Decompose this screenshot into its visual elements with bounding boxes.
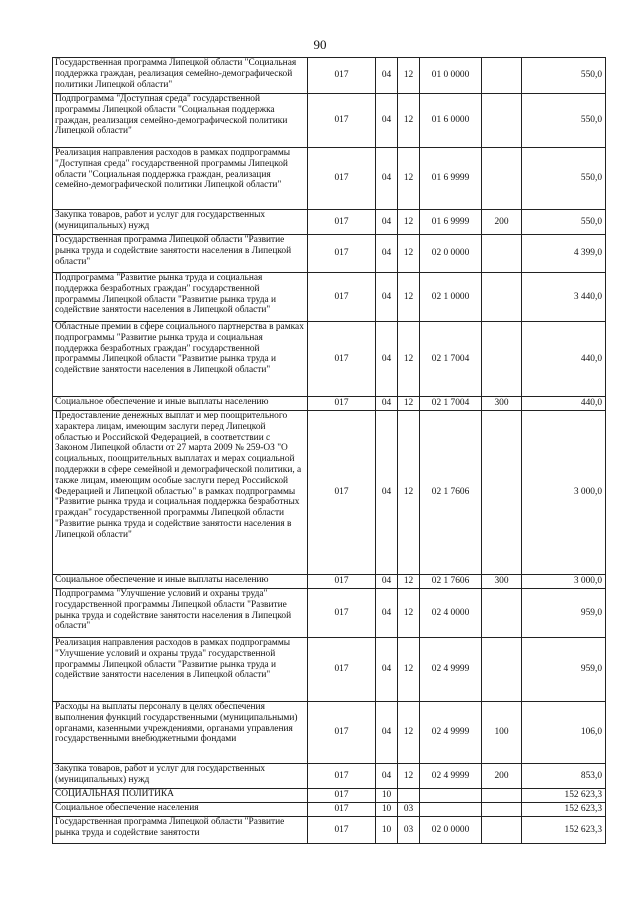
row-rz: 04: [376, 322, 398, 397]
row-rz: 10: [376, 803, 398, 817]
row-rz: 04: [376, 411, 398, 575]
row-sum: 959,0: [522, 589, 606, 638]
row-name: Предоставление денежных выплат и мер поощрительного характера лицам, имеющим заслуги перед Липецкой областью и Российской Федерацией, в соответствии с Законом Липецкой области от 27 марта 2009 № 259-ОЗ "О социальных, поощрительных выплатах и мерах социальной поддержки в сфере семейной и демографической политики, а также лицам, имеющим особые заслуги перед Российской Федерацией и Липецкой областью" в рамках подпрограммы "Развитие рынка труда и социальная поддержка безработных граждан" государственной программы Липецкой области "Развитие рынка труда и содействие занятости населения в Липецкой области": [53, 411, 308, 575]
row-rz: 04: [376, 575, 398, 589]
row-sum: 4 399,0: [522, 235, 606, 273]
row-vr: [482, 803, 522, 817]
row-sum: 3 000,0: [522, 575, 606, 589]
row-pr: 12: [398, 764, 420, 789]
row-ved: 017: [308, 58, 376, 94]
row-name: Государственная программа Липецкой области "Развитие рынка труда и содействие занятости: [53, 817, 308, 844]
row-pr: 12: [398, 397, 420, 411]
table-row: [53, 411, 606, 575]
row-vr: [482, 817, 522, 844]
row-name: Закупка товаров, работ и услуг для государственных (муниципальных) нужд: [53, 764, 308, 789]
row-vr: 300: [482, 397, 522, 411]
table-row: [53, 322, 606, 397]
table-row: [53, 397, 606, 411]
row-pr: 12: [398, 589, 420, 638]
table-row: [53, 94, 606, 148]
row-pr: 12: [398, 235, 420, 273]
row-ved: 017: [308, 638, 376, 702]
row-rz: 04: [376, 638, 398, 702]
row-csr: 02 4 0000: [420, 589, 482, 638]
row-sum: 152 623,3: [522, 803, 606, 817]
row-csr: 02 1 7606: [420, 575, 482, 589]
row-name: Реализация направления расходов в рамках подпрограммы "Улучшение условий и охраны труда" государственной программы Липецкой области "Развитие рынка труда и содействие занятости населения в Липецкой области": [53, 638, 308, 702]
table-row: [53, 817, 606, 844]
row-csr: 02 1 7004: [420, 397, 482, 411]
row-rz: 04: [376, 148, 398, 210]
row-pr: 12: [398, 322, 420, 397]
row-vr: [482, 411, 522, 575]
table-row: [53, 803, 606, 817]
row-name: Подпрограмма "Развитие рынка труда и социальная поддержка безработных граждан" государственной программы Липецкой области "Развитие рынка труда и содействие занятости населения в Липецкой области": [53, 273, 308, 322]
row-vr: [482, 789, 522, 803]
row-vr: [482, 273, 522, 322]
row-pr: 12: [398, 94, 420, 148]
row-csr: 01 6 9999: [420, 148, 482, 210]
row-csr: 02 0 0000: [420, 235, 482, 273]
row-vr: [482, 638, 522, 702]
row-rz: 04: [376, 764, 398, 789]
row-sum: 440,0: [522, 322, 606, 397]
row-name: Государственная программа Липецкой области "Социальная поддержка граждан, реализация семейно-демографической политики Липецкой области": [53, 58, 308, 94]
row-rz: 10: [376, 789, 398, 803]
row-ved: 017: [308, 210, 376, 235]
row-vr: 100: [482, 702, 522, 764]
row-vr: [482, 322, 522, 397]
row-ved: 017: [308, 322, 376, 397]
row-rz: 04: [376, 235, 398, 273]
row-vr: 300: [482, 575, 522, 589]
row-vr: [482, 94, 522, 148]
row-csr: 02 4 9999: [420, 702, 482, 764]
row-sum: 152 623,3: [522, 789, 606, 803]
row-name: Социальное обеспечение населения: [53, 803, 308, 817]
row-name: Подпрограмма "Доступная среда" государственной программы Липецкой области "Социальная поддержка граждан, реализация семейно-демографической политики Липецкой области": [53, 94, 308, 148]
row-csr: 02 4 9999: [420, 764, 482, 789]
row-sum: 3 000,0: [522, 411, 606, 575]
row-pr: 12: [398, 575, 420, 589]
row-sum: 152 623,3: [522, 817, 606, 844]
row-name: Социальное обеспечение и иные выплаты населению: [53, 575, 308, 589]
row-vr: 200: [482, 210, 522, 235]
table-row: [53, 58, 606, 94]
row-ved: 017: [308, 575, 376, 589]
row-ved: 017: [308, 94, 376, 148]
row-name: Расходы на выплаты персоналу в целях обеспечения выполнения функций государственными (муниципальными) органами, казенными учреждениями, органами управления государственными внебюджетными фондами: [53, 702, 308, 764]
row-rz: 04: [376, 589, 398, 638]
row-csr: 02 4 9999: [420, 638, 482, 702]
row-pr: 12: [398, 148, 420, 210]
row-ved: 017: [308, 702, 376, 764]
row-ved: 017: [308, 764, 376, 789]
row-name: Государственная программа Липецкой области "Развитие рынка труда и содействие занятости населения в Липецкой области": [53, 235, 308, 273]
row-vr: [482, 148, 522, 210]
row-sum: 550,0: [522, 210, 606, 235]
row-csr: [420, 803, 482, 817]
row-vr: 200: [482, 764, 522, 789]
row-sum: 550,0: [522, 94, 606, 148]
row-ved: 017: [308, 148, 376, 210]
row-ved: 017: [308, 789, 376, 803]
row-ved: 017: [308, 235, 376, 273]
row-pr: 12: [398, 210, 420, 235]
row-ved: 017: [308, 411, 376, 575]
row-vr: [482, 589, 522, 638]
table-row: [53, 789, 606, 803]
row-rz: 04: [376, 94, 398, 148]
table-row: [53, 148, 606, 210]
row-sum: 550,0: [522, 148, 606, 210]
table-row: [53, 235, 606, 273]
row-pr: 03: [398, 803, 420, 817]
row-csr: 02 0 0000: [420, 817, 482, 844]
row-pr: 12: [398, 58, 420, 94]
row-rz: 04: [376, 702, 398, 764]
row-name: Подпрограмма "Улучшение условий и охраны труда" государственной программы Липецкой области "Развитие рынка труда и содействие занятости населения в Липецкой области": [53, 589, 308, 638]
row-vr: [482, 58, 522, 94]
row-csr: 02 1 7004: [420, 322, 482, 397]
row-pr: 12: [398, 273, 420, 322]
table-row: [53, 638, 606, 702]
row-sum: 959,0: [522, 638, 606, 702]
row-pr: 12: [398, 702, 420, 764]
row-ved: 017: [308, 397, 376, 411]
row-rz: 04: [376, 397, 398, 411]
table-row: [53, 575, 606, 589]
table-row: [53, 764, 606, 789]
row-name: Социальное обеспечение и иные выплаты населению: [53, 397, 308, 411]
table-row: [53, 589, 606, 638]
row-ved: 017: [308, 589, 376, 638]
row-csr: 01 0 0000: [420, 58, 482, 94]
row-sum: 106,0: [522, 702, 606, 764]
table-row: [53, 702, 606, 764]
row-name: Реализация направления расходов в рамках подпрограммы "Доступная среда" государственной программы Липецкой области "Социальная поддержка граждан, реализация семейно-демографической политики Липецкой области": [53, 148, 308, 210]
row-pr: 03: [398, 817, 420, 844]
row-pr: [398, 789, 420, 803]
row-csr: [420, 789, 482, 803]
row-rz: 04: [376, 210, 398, 235]
row-sum: 550,0: [522, 58, 606, 94]
row-sum: 440,0: [522, 397, 606, 411]
row-csr: 02 1 7606: [420, 411, 482, 575]
row-name: Закупка товаров, работ и услуг для государственных (муниципальных) нужд: [53, 210, 308, 235]
row-vr: [482, 235, 522, 273]
row-csr: 01 6 0000: [420, 94, 482, 148]
row-csr: 01 6 9999: [420, 210, 482, 235]
row-rz: 04: [376, 273, 398, 322]
row-pr: 12: [398, 411, 420, 575]
budget-table: [52, 57, 606, 844]
row-sum: 3 440,0: [522, 273, 606, 322]
table-row: [53, 273, 606, 322]
row-name: Областные премии в сфере социального партнерства в рамках подпрограммы "Развитие рынка труда и социальная поддержка безработных граждан" государственной программы Липецкой области "Развитие рынка труда и содействие занятости населения в Липецкой области": [53, 322, 308, 397]
row-pr: 12: [398, 638, 420, 702]
row-name: СОЦИАЛЬНАЯ ПОЛИТИКА: [53, 789, 308, 803]
page-number: 90: [313, 37, 327, 52]
table-row: [53, 210, 606, 235]
row-rz: 04: [376, 58, 398, 94]
row-ved: 017: [308, 817, 376, 844]
row-ved: 017: [308, 273, 376, 322]
row-sum: 853,0: [522, 764, 606, 789]
row-rz: 10: [376, 817, 398, 844]
row-ved: 017: [308, 803, 376, 817]
row-csr: 02 1 0000: [420, 273, 482, 322]
